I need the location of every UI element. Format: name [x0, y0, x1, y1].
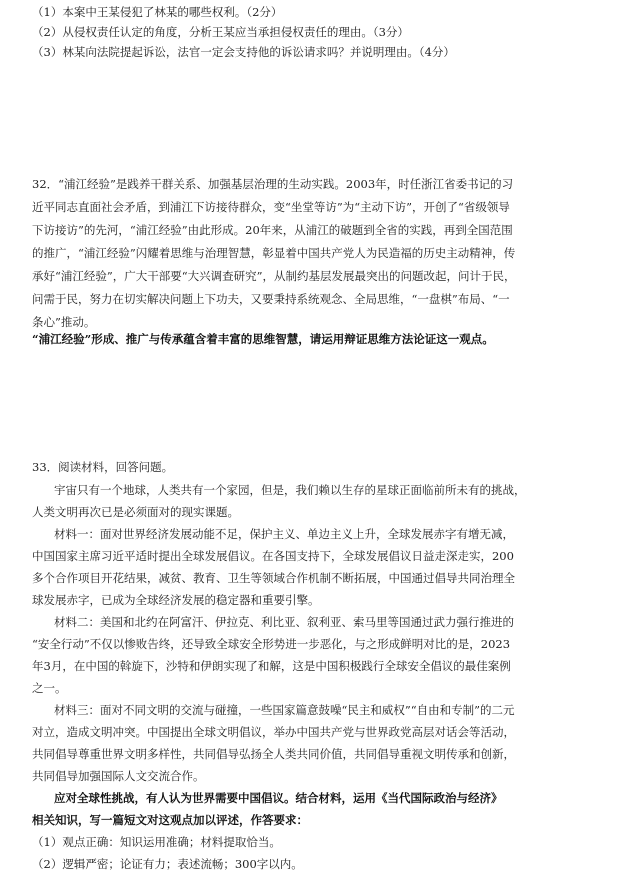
- q33-material-2-line-3: 年3月，在中国的斡旋下，沙特和伊朗实现了和解，这是中国积极践行全球安全倡议的最佳案例: [32, 659, 511, 673]
- q33-requirement-2: （2）逻辑严密；论证有力；表述流畅；300字以内。: [32, 857, 303, 871]
- q32-line-6: 问需于民，努力在切实解决问题上下功夫，又要秉持系统观念、全局思维，“一盘棋”布局、“一: [32, 292, 510, 306]
- q33-material-1-line-3: 多个合作项目开花结果，减贫、教育、卫生等领域合作机制不断拓展，中国通过倡导共同治理全: [32, 571, 515, 585]
- q32-line-3: 下访接访”的先河，“浦江经验”由此形成。20年来，从浦江的破题到全省的实践，再到全国范围: [32, 223, 513, 237]
- q33-intro-1: 宇宙只有一个地球，人类共有一个家园，但是，我们赖以生存的星球正面临前所未有的挑战，: [54, 483, 526, 497]
- q33-material-2-line-4: 之一。: [32, 681, 67, 695]
- q33-task-line-1: 应对全球性挑战，有人认为世界需要中国倡议。结合材料，运用《当代国际政治与经济》: [54, 791, 503, 805]
- q31-sub-2: （2）从侵权责任认定的角度，分析王某应当承担侵权责任的理由。（3分）: [32, 25, 409, 39]
- q32-line-2: 近平同志直面社会矛盾，到浦江下访接待群众，变“坐堂等访”为“主动下访”，开创了“省级领导: [32, 200, 510, 214]
- q33-material-3-line-3: 共同倡导尊重世界文明多样性，共同倡导弘扬全人类共同价值，共同倡导重视文明传承和创新，: [32, 747, 515, 761]
- q33-material-3-line-4: 共同倡导加强国际人文交流合作。: [32, 769, 205, 783]
- q32-line-4: 的推广，“浦江经验”闪耀着思维与治理智慧，彰显着中国共产党人为民造福的历史主动精神，传: [32, 246, 516, 260]
- q33-material-1-line-4: 球发展赤字，已成为全球经济发展的稳定器和重要引擎。: [32, 593, 320, 607]
- q33-material-2-line-2: “安全行动”不仅以惨败告终，还导致全球安全形势进一步恶化，与之形成鲜明对比的是，2023: [32, 637, 511, 651]
- q33-requirement-1: （1）观点正确：知识运用准确；材料提取恰当。: [32, 835, 281, 849]
- q32-line-5: 承好“浦江经验”，广大干部要“大兴调查研究”，从制约基层发展最突出的问题改起，问计于民，: [32, 269, 516, 283]
- q33-material-3-line-2: 对立，造成文明冲突。中国提出全球文明倡议，举办中国共产党与世界政党高层对话会等活动，: [32, 725, 515, 739]
- q33-material-2-line-1: 材料二：美国和北约在阿富汗、伊拉克、利比亚、叙利亚、索马里等国通过武力强行推进的: [54, 615, 514, 629]
- q31-sub-3: （3）林某向法院提起诉讼，法官一定会支持他的诉讼请求吗？并说明理由。（4分）: [32, 45, 455, 59]
- q33-task-line-2: 相关知识，写一篇短文对这观点加以评述，作答要求：: [32, 813, 308, 827]
- q31-sub-1: （1）本案中王某侵犯了林某的哪些权利。（2分）: [32, 5, 283, 19]
- q32-line-7: 条心”推动。: [32, 315, 96, 329]
- q33-heading: 33．阅读材料，回答问题。: [32, 460, 174, 474]
- q33-material-1-line-2: 中国国家主席习近平适时提出全球发展倡议。在各国支持下，全球发展倡议日益走深走实，200: [32, 549, 514, 563]
- q33-material-3-line-1: 材料三：面对不同文明的交流与碰撞，一些国家篇意鼓噪“民主和威权”“自由和专制”的二元: [54, 703, 515, 717]
- q33-intro-2: 人类文明再次已是必须面对的现实课题。: [32, 505, 239, 519]
- q32-task: “浦江经验”形成、推广与传承蕴含着丰富的思维智慧，请运用辩证思维方法论证这一观点。: [32, 332, 494, 346]
- q33-material-1-line-1: 材料一：面对世界经济发展动能不足，保护主义、单边主义上升，全球发展赤字有增无减，: [54, 527, 514, 541]
- q32-line-1: 32．“浦江经验”是践养干群关系、加强基层治理的生动实践。2003年，时任浙江省委书记的习: [32, 177, 514, 191]
